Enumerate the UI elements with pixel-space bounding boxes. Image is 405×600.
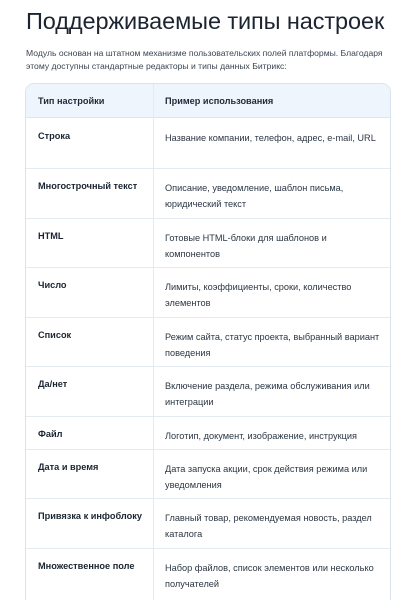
table-row (26, 450, 390, 499)
setting-type-cell: Файл (38, 429, 63, 439)
table-header (26, 84, 390, 118)
setting-type-cell: Множественное поле (38, 561, 135, 571)
usage-example-cell: Режим сайта, статус проекта, выбранный вариант поведения (165, 332, 380, 358)
usage-example-cell: Дата запуска акции, срок действия режима или уведомления (165, 464, 368, 490)
table-row (26, 119, 390, 169)
setting-type-cell: Многострочный текст (38, 181, 138, 191)
intro-paragraph: Модуль основан на штатном механизме пользовательских полей платформы. Благодаря этому доступны стандартные редакторы и типы данных Битрикс: (26, 48, 383, 71)
usage-example-cell: Набор файлов, список элементов или несколько получателей (165, 563, 374, 589)
usage-example-cell: Описание, уведомление, шаблон письма, юридический текст (165, 183, 344, 209)
setting-type-cell: Дата и время (38, 462, 99, 472)
table-row (26, 169, 390, 219)
usage-example-cell: Готовые HTML-блоки для шаблонов и компонентов (165, 233, 327, 259)
setting-type-cell: Строка (38, 131, 71, 141)
table-row (26, 549, 390, 599)
setting-type-cell: Привязка к инфоблоку (38, 511, 142, 521)
column-header-example: Пример использования (165, 96, 274, 106)
usage-example-cell: Включение раздела, режима обслуживания или интеграции (165, 381, 370, 407)
table-row (26, 318, 390, 367)
table-row (26, 417, 390, 450)
setting-type-cell: Да/нет (38, 379, 68, 389)
column-header-type: Тип настройки (38, 96, 105, 106)
setting-type-cell: Число (38, 280, 67, 290)
usage-example-cell: Главный товар, рекомендуемая новость, раздел каталога (165, 513, 372, 539)
usage-example-cell: Логотип, документ, изображение, инструкция (165, 431, 357, 441)
table-row (26, 499, 390, 549)
page-title: Поддерживаемые типы настроек (26, 8, 385, 34)
setting-type-cell: HTML (38, 231, 64, 241)
table-row (26, 219, 390, 268)
setting-type-cell: Список (38, 330, 72, 340)
usage-example-cell: Название компании, телефон, адрес, e-mail, URL (165, 133, 376, 143)
usage-example-cell: Лимиты, коэффициенты, сроки, количество элементов (165, 282, 352, 308)
table-row (26, 367, 390, 417)
table-row (26, 268, 390, 318)
settings-types-table (25, 83, 391, 600)
